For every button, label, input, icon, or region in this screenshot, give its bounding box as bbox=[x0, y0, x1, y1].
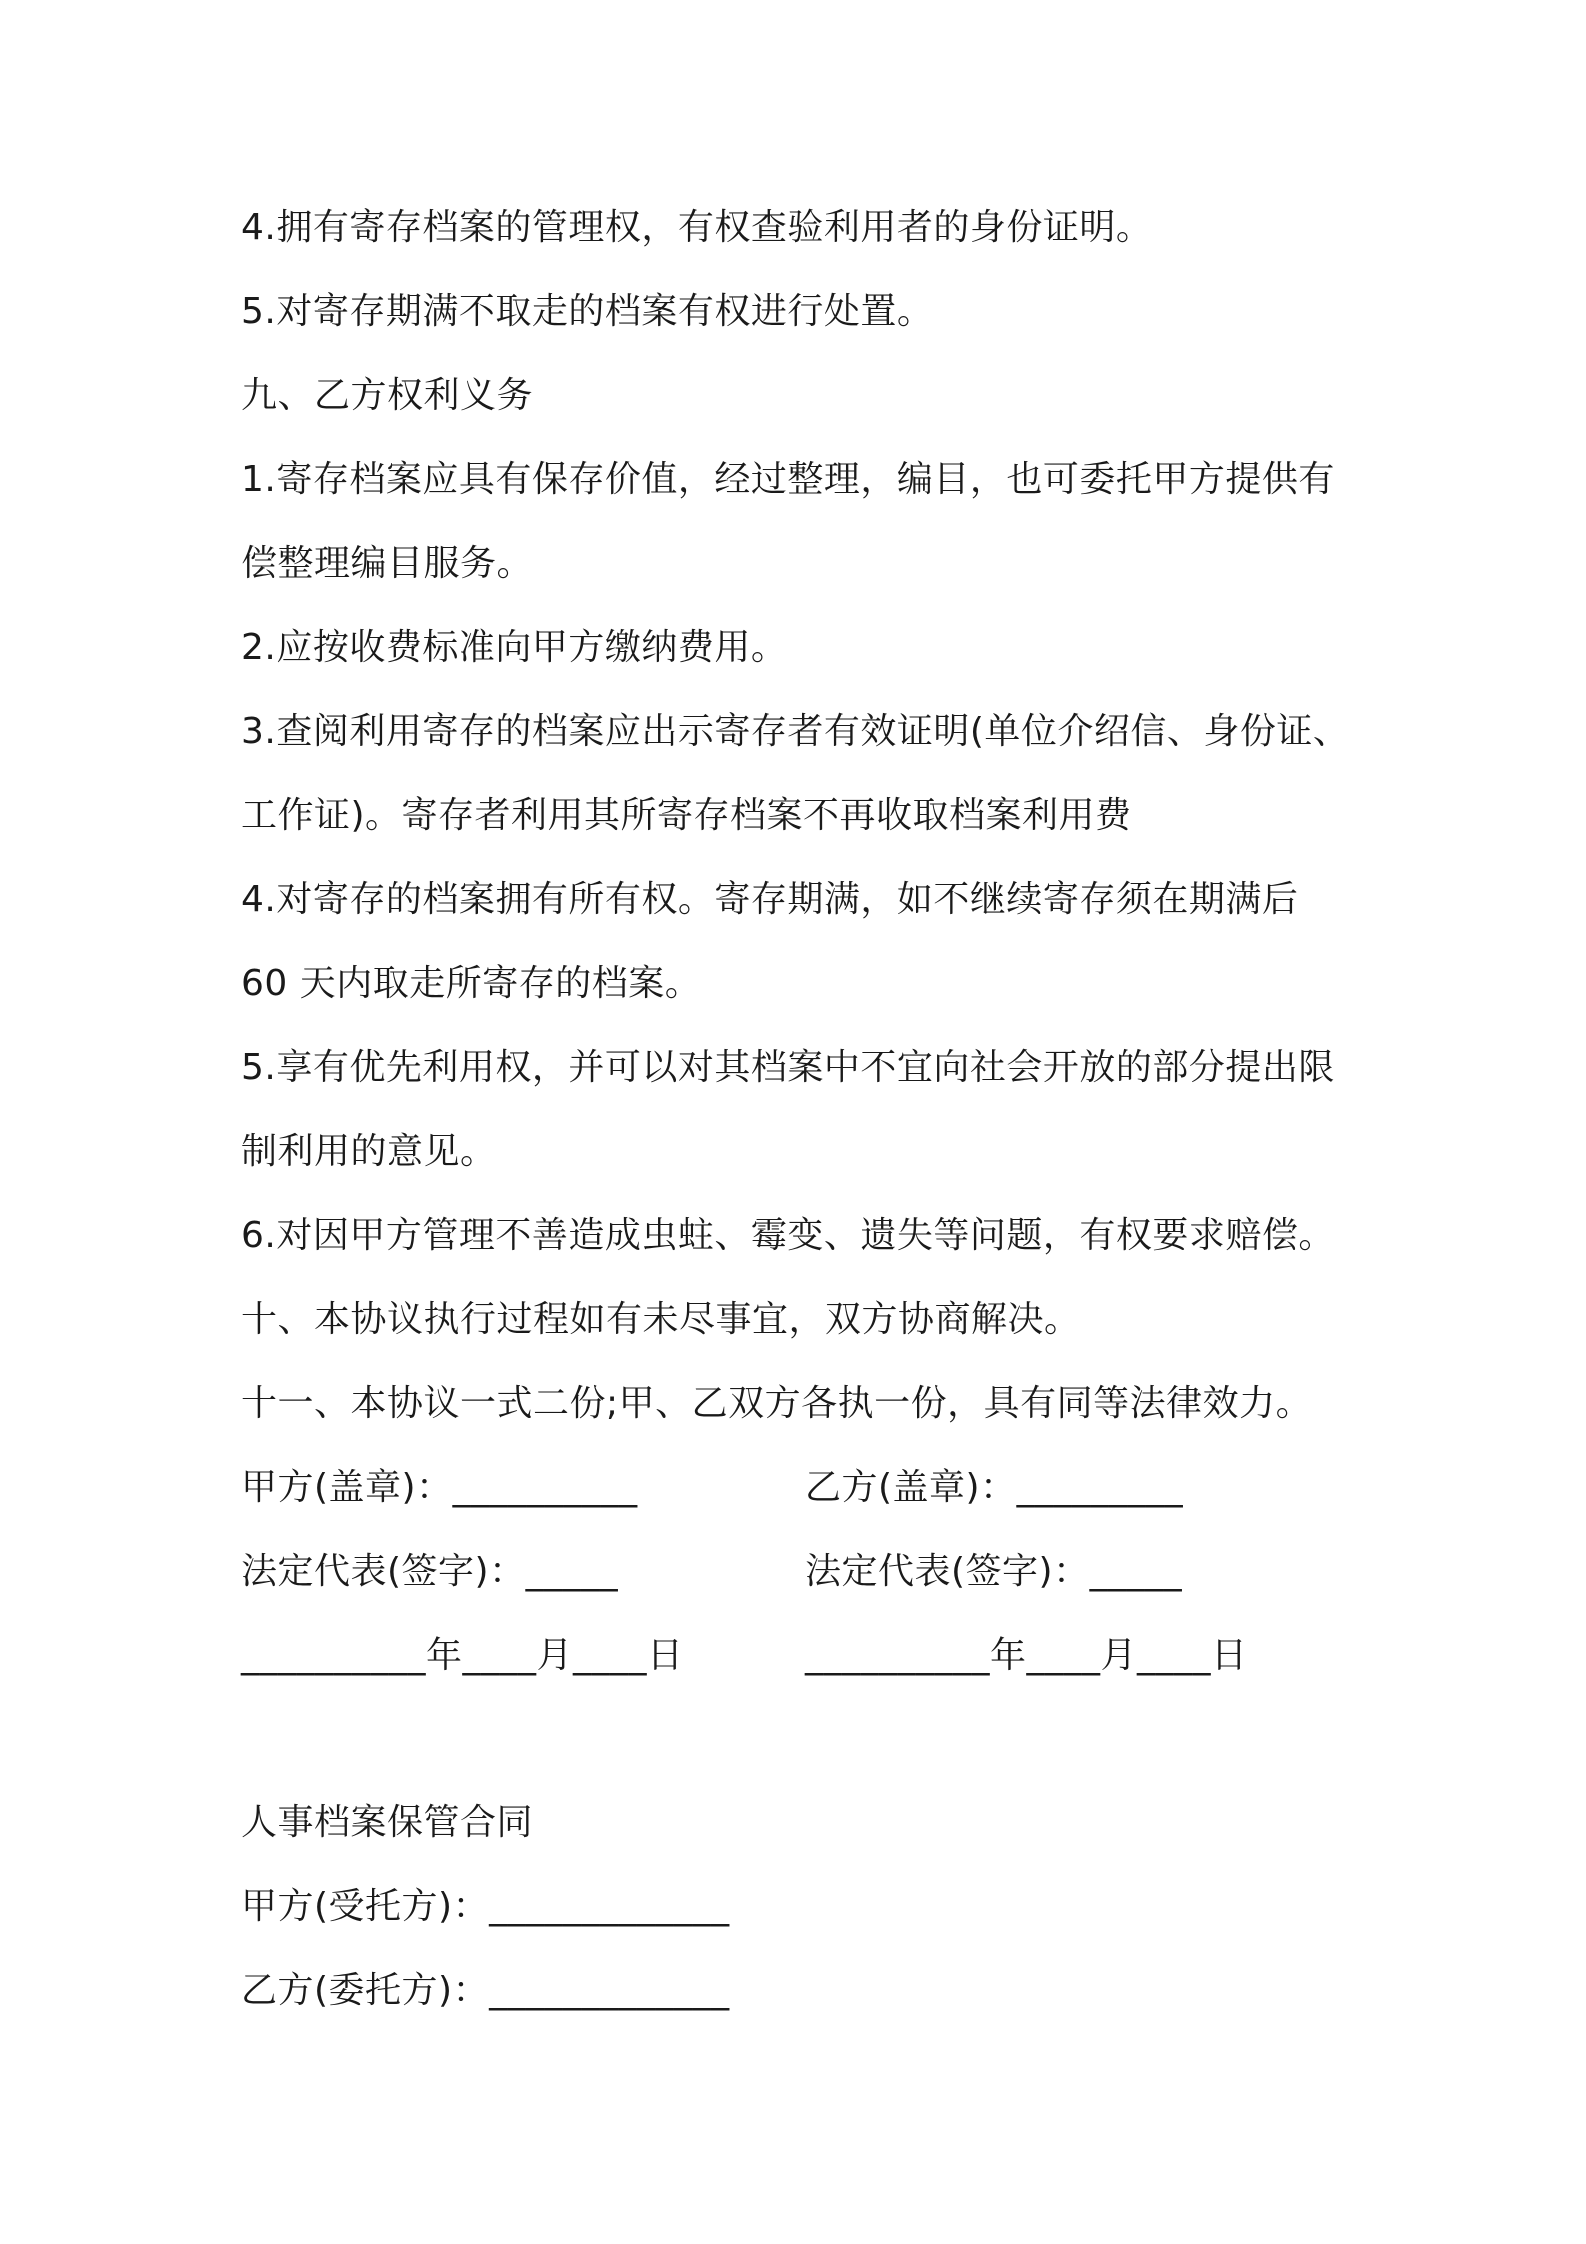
section9-item6: 6.对因甲方管理不善造成虫蛀、霉变、遗失等问题，有权要求赔偿。 bbox=[241, 1215, 1335, 1256]
section9-item3-line2: 工作证)。寄存者利用其所寄存档案不再收取档案利用费 bbox=[241, 795, 1132, 836]
next-contract-title: 人事档案保管合同 bbox=[241, 1802, 534, 1843]
next-contract-party-a: 甲方(受托方)：_____________ bbox=[241, 1886, 730, 1927]
section9-item5-line2: 制利用的意见。 bbox=[241, 1131, 497, 1172]
section9-item4-line1: 4.对寄存的档案拥有所有权。寄存期满，如不继续寄存须在期满后 bbox=[241, 879, 1299, 920]
section9-item4-line2: 60 天内取走所寄存的档案。 bbox=[241, 963, 702, 1004]
section8-item4: 4.拥有寄存档案的管理权，有权查验利用者的身份证明。 bbox=[241, 207, 1153, 248]
section9-heading: 九、乙方权利义务 bbox=[241, 375, 534, 416]
section9-item3-line1: 3.查阅利用寄存的档案应出示寄存者有效证明(单位介绍信、身份证、 bbox=[241, 711, 1350, 752]
section11-text: 十一、本协议一式二份;甲、乙双方各执一份，具有同等法律效力。 bbox=[241, 1383, 1313, 1424]
section9-item1-line2: 偿整理编目服务。 bbox=[241, 543, 534, 584]
party-b-seal: 乙方(盖章)：_________ bbox=[805, 1467, 1184, 1508]
party-b-date: __________年____月____日 bbox=[805, 1635, 1248, 1676]
party-a-seal: 甲方(盖章)：__________ bbox=[241, 1467, 638, 1508]
section10-text: 十、本协议执行过程如有未尽事宜，双方协商解决。 bbox=[241, 1299, 1081, 1340]
party-a-date: __________年____月____日 bbox=[241, 1635, 684, 1676]
party-b-representative: 法定代表(签字)：_____ bbox=[805, 1551, 1183, 1592]
section9-item2: 2.应按收费标准向甲方缴纳费用。 bbox=[241, 627, 788, 668]
party-a-representative: 法定代表(签字)：_____ bbox=[241, 1551, 619, 1592]
section8-item5: 5.对寄存期满不取走的档案有权进行处置。 bbox=[241, 291, 934, 332]
section9-item1-line1: 1.寄存档案应具有保存价值，经过整理，编目，也可委托甲方提供有 bbox=[241, 459, 1335, 500]
next-contract-party-b: 乙方(委托方)：_____________ bbox=[241, 1970, 730, 2011]
section9-item5-line1: 5.享有优先利用权，并可以对其档案中不宜向社会开放的部分提出限 bbox=[241, 1047, 1335, 1088]
